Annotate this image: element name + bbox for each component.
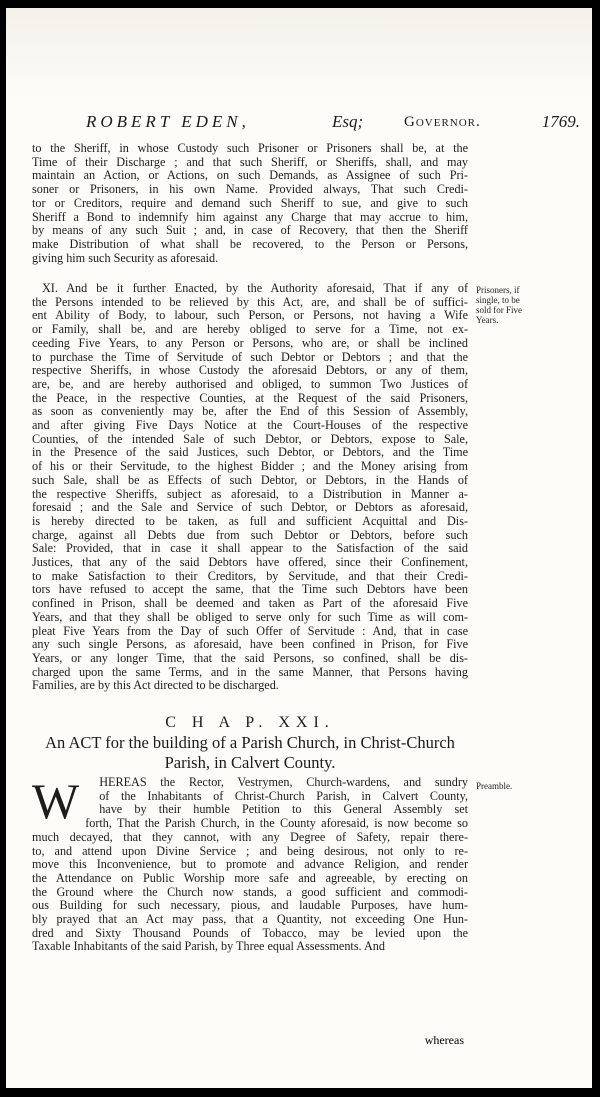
act-title-line-2: Parish, in Calvert County.	[164, 753, 336, 772]
text-line: bly prayed that an Act may pass, that a Quantity, not exceeding One Hun-	[32, 913, 468, 927]
margin-note-line: single, to be	[476, 295, 520, 305]
text-line: to purchase the Time of Servitude of such Debtor or Debtors ; and that the	[32, 350, 468, 364]
text-line: of his or their Servitude, to the highest Bidder ; and the Money arising from	[32, 460, 468, 474]
text-line: forth, That the Parish Church, in the County aforesaid, is now become so	[85, 817, 468, 831]
text-line: the Persons intended to be relieved by this Act, are, and shall be of suffici-	[32, 295, 468, 309]
text-line: or Family, shall be, and are hereby obliged to serve for a Time, not ex-	[32, 323, 468, 337]
header-esq: Esq;	[332, 112, 364, 131]
running-header	[78, 112, 580, 136]
chapter-heading: C H A P. XXI.	[165, 714, 335, 731]
paragraph-continuation	[32, 142, 468, 265]
text-line: to the Sheriff, in whose Custody such Prisoner or Prisoners shall be, at the	[32, 142, 468, 155]
text-line: are, be, and are hereby authorised and obliged, to summon Two Justices of	[32, 377, 468, 391]
text-line: ent Ability of Body, to labour, such Person, or Persons, not having a Wife	[32, 309, 468, 323]
text-line: of the Inhabitants of Christ-Church Parish, in Calvert County,	[99, 789, 468, 803]
text-line: confined in Prison, shall be deemed and taken as Part of the aforesaid Five	[32, 597, 468, 611]
header-title: ROBERT EDEN,	[86, 112, 250, 131]
page-top-blank	[6, 8, 592, 100]
text-line: the Attendance on Public Worship more safe and agreeable, by erecting on	[32, 871, 468, 885]
text-line: tors have refused to accept the same, that the Time such Debtors have been	[32, 583, 468, 597]
text-line: Sale: Provided, that in case it shall appear to the Satisfaction of the said	[32, 542, 468, 556]
catchword: whereas	[424, 1033, 464, 1047]
text-line: to, and attend upon Divine Service ; and being desirous, not only to re-	[32, 844, 468, 858]
text-line: move this Inconvenience, but to promote and advance Religion, and render	[32, 858, 468, 872]
text-line: Families, are by this Act directed to be discharged.	[32, 679, 279, 693]
preamble-lines	[32, 773, 468, 954]
text-line: Taxable Inhabitants of the said Parish, by Three equal Assessments. And	[32, 940, 385, 954]
text-line: HEREAS the Rector, Vestrymen, Church-wardens, and sundry	[99, 776, 468, 789]
text-line: ceeding Five Years, to any Person or Persons, who are, or shall be inclined	[32, 336, 468, 350]
text-line: any such single Persons, as aforesaid, have been confined in Prison, for Five	[32, 638, 468, 652]
drop-capital: W	[32, 773, 80, 829]
text-line: the Peace, in the respective Counties, at the Request of the said Prisoners,	[32, 391, 468, 405]
header-governor: Governor.	[404, 114, 481, 130]
text-line: the respective Sheriffs, subject as aforesaid, to a Distribution in Manner a-	[32, 487, 468, 501]
text-line: charge, against all Debts due from such Debtor or Debtors, before such	[32, 528, 468, 542]
text-line: and after giving Five Days Notice at the Court-Houses of the respective	[32, 419, 468, 433]
text-line: Sheriff a Bond to indemnify him against any Charge that may accrue to him,	[32, 210, 468, 224]
text-line: to make Satisfaction to their Creditors, by Servitude, and that their Credi-	[32, 569, 468, 583]
text-line: Justices, that any of the said Debtors have offered, since their Confinement,	[32, 556, 468, 570]
margin-note-line: Years.	[476, 315, 499, 325]
text-line: tor or Creditors, require and demand such Sheriff to sue, and give to such	[32, 196, 468, 210]
text-line: respective Sheriffs, in whose Custody the aforesaid Debtors, or any of them,	[32, 364, 468, 378]
text-line: in the Presence of the said Justices, such Debtor, or Debtors, and the Time	[32, 446, 468, 460]
text-line: Counties, of the intended Sale of such Debtor, or Debtors, expose to Sale,	[32, 432, 468, 446]
act-title	[32, 733, 468, 773]
margin-note-line: Prisoners, if	[476, 285, 520, 295]
text-line: giving him such Security as aforesaid.	[32, 251, 219, 265]
text-line: much decayed, that they cannot, with any Degree of Safety, repair there-	[32, 830, 468, 844]
text-line: is hereby directed to be taken, as full and sufficient Acquittal and Dis-	[32, 514, 468, 528]
text-line: XI. And be it further Enacted, by the Authority aforesaid, That if any of	[42, 282, 468, 295]
book-page	[6, 8, 592, 1088]
text-line: ous Building for such necessary, pious, and laudable Purposes, have hum-	[32, 899, 468, 913]
text-line: soner or Prisoners, in his own Name. Provided always, That such Credi-	[32, 183, 468, 197]
text-line: such Sale, shall be as Effects of such Debtor, or Debtors, in the Hands of	[32, 473, 468, 487]
text-line: Time of their Discharge ; and that such Sheriff, or Sheriffs, shall, and may	[32, 155, 468, 169]
text-line: Years, or any longer Time, that the said Persons, so confined, shall be dis-	[32, 651, 468, 665]
section-xi-paragraph	[32, 282, 468, 693]
margin-note-line: sold for Five	[476, 305, 522, 315]
text-line: by means of any such Suit ; and, in case of Recovery, that then the Sheriff	[32, 224, 468, 238]
text-line: Years, and that they shall be obliged to serve only for such Time as will com-	[32, 610, 468, 624]
text-line: maintain an Action, or Actions, on such Demands, as Assignee of such Pri-	[32, 169, 468, 183]
text-line: make Distribution of what shall be recovered, to the Person or Persons,	[32, 237, 468, 251]
text-line: have by their humble Petition to this General Assembly set	[99, 803, 468, 817]
text-line: as soon as conveniently may be, after the End of this Session of Assembly,	[32, 405, 468, 419]
act-title-line-1: An ACT for the building of a Parish Church, in Christ-Church	[45, 733, 455, 752]
margin-note-prisoners	[476, 285, 556, 325]
preamble-paragraph	[32, 773, 468, 954]
text-line: charged upon the same Terms, and in the same Manner, that Persons having	[32, 665, 468, 679]
text-line: pleat Five Years from the Day of such Offer of Servitude : And, that in case	[32, 624, 468, 638]
text-line: the Ground where the Church now stands, a good sufficient and commodi-	[32, 885, 468, 899]
margin-note-preamble: Preamble.	[476, 781, 513, 791]
text-line: foresaid ; and the Sale and Service of such Debtor, or Debtors as aforesaid,	[32, 501, 468, 515]
text-line: dred and Sixty Thousand Pounds of Tobacco, may be levied upon the	[32, 926, 468, 940]
header-year: 1769.	[541, 112, 580, 131]
